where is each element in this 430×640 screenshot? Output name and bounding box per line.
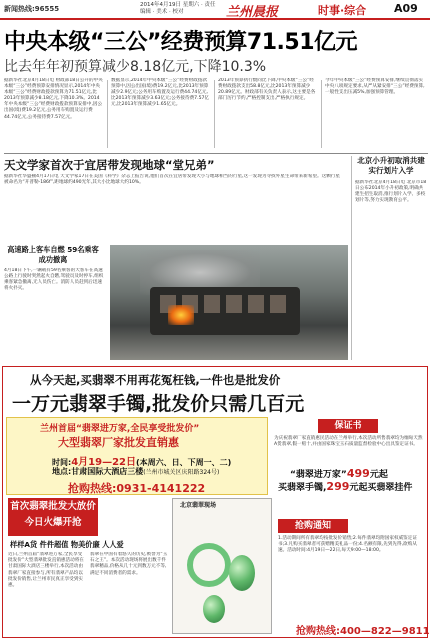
bus-window (204, 295, 220, 313)
promo2-prefix: 买翡翠手镯, (278, 483, 327, 493)
purchase-notice-text: 1.活动期间所有翡翠均按批发价销售;2.每件翡翠均附国家权威鉴定证书;3.凡购买翡翠者可获赠精美礼品一份;4.名额有限,先到先得,欲购从速。活动时间:4月19日—22日,每天9:00—18:00。 (278, 536, 417, 554)
lead-column-4: 今年中央本级“三公”经费预算安排,继续贯彻落实中央八项规定要求,从严从紧安排“三公”经费预算,一般性支出压减5%,加强预算管理。 (325, 78, 425, 96)
jade-pendant-shape (229, 555, 255, 591)
bus-fire-photo (110, 245, 348, 360)
promo-banner (8, 498, 98, 536)
event-place-label: 地点:甘肃国际大酒店三楼 (52, 467, 144, 476)
event-place-note: (兰州市城关区庆阳路324号) (143, 469, 220, 476)
lead-subheadline: 比去年年初预算减少8.18亿元,下降10.3% (4, 59, 267, 75)
news-hotline: 新闻热线:96555 (4, 5, 60, 13)
column-divider (214, 80, 215, 148)
event-time-value: 4月19—22日 (71, 457, 136, 468)
event-time-label: 时间: (52, 458, 72, 467)
promo1-prefix: “翡翠进万家” (290, 470, 347, 480)
ad-tagline: 从今天起,买翡翠不用再花冤枉钱,一件也是批发价 (30, 373, 281, 387)
lead-headline: 中央本级“三公”经费预算71.51亿元 (4, 30, 358, 55)
ad-headline: 一万元翡翠手镯,批发价只需几百元 (12, 393, 305, 415)
column-divider (321, 80, 322, 148)
jade-bangle-shape (187, 543, 231, 587)
promo1-price: 499 (346, 467, 370, 480)
promo2-suffix: 元起买翡翠挂件 (349, 483, 413, 493)
story3-headline: 北京小升初取消共建实行划片入学 (357, 156, 425, 175)
publication-info: 2014年4月19日 星期六 · 责任编辑 · 美术 · 校对 (140, 2, 216, 15)
event-phone: 抢购热线:0931-4141222 (68, 482, 206, 495)
sub-story-body: 4月18日下午,一辆载有59名乘客的大客车在高速公路上行驶时突然起火自燃,驾驶员及时停车,组织乘客紧急撤离,无人员伤亡。消防人员赶到后迅速将火扑灭。 (4, 268, 104, 292)
column-divider (107, 80, 108, 148)
sub-story-headline: 高速路上客车自燃 59名乘客成功撤离 (7, 245, 99, 264)
jade-product-photo (172, 498, 272, 634)
event-subtitle: 大型翡翠厂家批发直销惠 (58, 436, 179, 449)
lead-column-2: 数据显示,2014年中央本级“三公”经费财政拨款预算中,因公出国(境)费19.2亿元,比2013年预算减少2.9亿元;公务用车购置及运行费44.74亿元,比2013年预算减少3.63亿元;公务接待费7.57亿元,比2013年预算减少1.65亿元。 (111, 78, 210, 108)
promo-banner-line2: 今日火爆开抢 (24, 517, 82, 528)
jade-pendant-shape (203, 595, 225, 623)
bus-window (270, 295, 286, 313)
section-divider (4, 153, 428, 154)
promo-banner-line1: 首次翡翠批发大放价 (10, 501, 96, 512)
lead-column-1: 据新华社北京4月18日电 财政部18日公开的中央本级“三公”经费预算安排情况显示,2014年中央本级“三公”经费财政拨款预算为71.51亿元,比2013年预算减少8.18亿元,下降10.3%。2014年中央本级“三公”经费财政拨款预算安排中,因公出国(境)费19.2亿元,公务用车购置及运行费44.74亿元,公务接待费7.57亿元。 (4, 78, 103, 120)
guarantee-title: 保证书 (318, 419, 378, 433)
story3-body: 据新华社北京4月18日电 北京市18日公布2014年小升初政策,明确共建生招生取消,推行划片入学、多校划片等,努力实现教育公平。 (355, 180, 427, 204)
ad-body-left: 近日,兰州首届“翡翠进万家,全民享受批发价”大型翡翠批发直销惠活动将在甘肃国际大酒店三楼举行,本次活动由翡翠厂家直接参与,所有翡翠产品均以批发价销售,让兰州市民真正享受到实惠。 (8, 552, 84, 589)
newspaper-masthead: 兰州晨报 (226, 5, 279, 20)
promo2-price: 299 (326, 480, 350, 493)
purchase-notice-title: 抢购通知 (278, 519, 348, 533)
event-title: 兰州首届“翡翠进万家,全民享受批发价” (40, 424, 200, 434)
promo-line-2 (278, 480, 412, 493)
column-divider (351, 156, 352, 360)
photo-caption: 北京翡翠现场 (180, 502, 217, 509)
story2-headline: 天文学家首次于宜居带发现地球“堂兄弟” (4, 158, 215, 172)
ad-body-middle: 翡翠在中国有着悠久的历史,被誉为“玉石之王”。本次活动现场将展出数千件翡翠精品,价格从几十元到数万元不等,满足不同消费者的需求。 (90, 552, 168, 576)
promo1-suffix: 元起 (369, 470, 388, 480)
page-header (0, 0, 430, 20)
event-time-note: (本周六、日、下周一、二) (136, 458, 232, 467)
bus-window (226, 295, 242, 313)
fire-shape (168, 305, 194, 325)
purchase-hotline: 抢购热线:400—822—9811 (296, 626, 430, 637)
bus-window (248, 295, 264, 313)
section-name: 时事·综合 (318, 4, 367, 17)
guarantee-text: 为庆祝翡翠厂家直销惠民活动在兰州举行,本次活动所售翡翠均为缅甸天然A货翡翠,假一赔十,并由国家珠宝玉石质量监督检验中心出具鉴定证书。 (274, 436, 423, 448)
lead-column-3: 2013年预算执行数同比下降,中央本级“三公”经费财政拨款支出58.8亿元,比2013年预算减少20.89亿元。财政部有关负责人表示,这主要是各部门厉行节约,严格控制支出,严格执行规定。 (218, 78, 316, 102)
page-number: A09 (394, 2, 418, 15)
event-place (52, 466, 219, 477)
ad-slogan: 样样A货 件件超值 物美价廉 人人爱 (10, 540, 124, 549)
story2-body: 据新华社华盛顿4月17日电 天文学家17日在美国《科学》杂志上报告说,他们首次在宜居带发现大小与地球相当的行星,这一发现为寻找外星生命带来新希望。这颗行星被命名为“开普勒-186f”,距地球约490光年,其大小比地球大约10%。 (4, 174, 340, 186)
promo-line-1 (290, 467, 388, 480)
